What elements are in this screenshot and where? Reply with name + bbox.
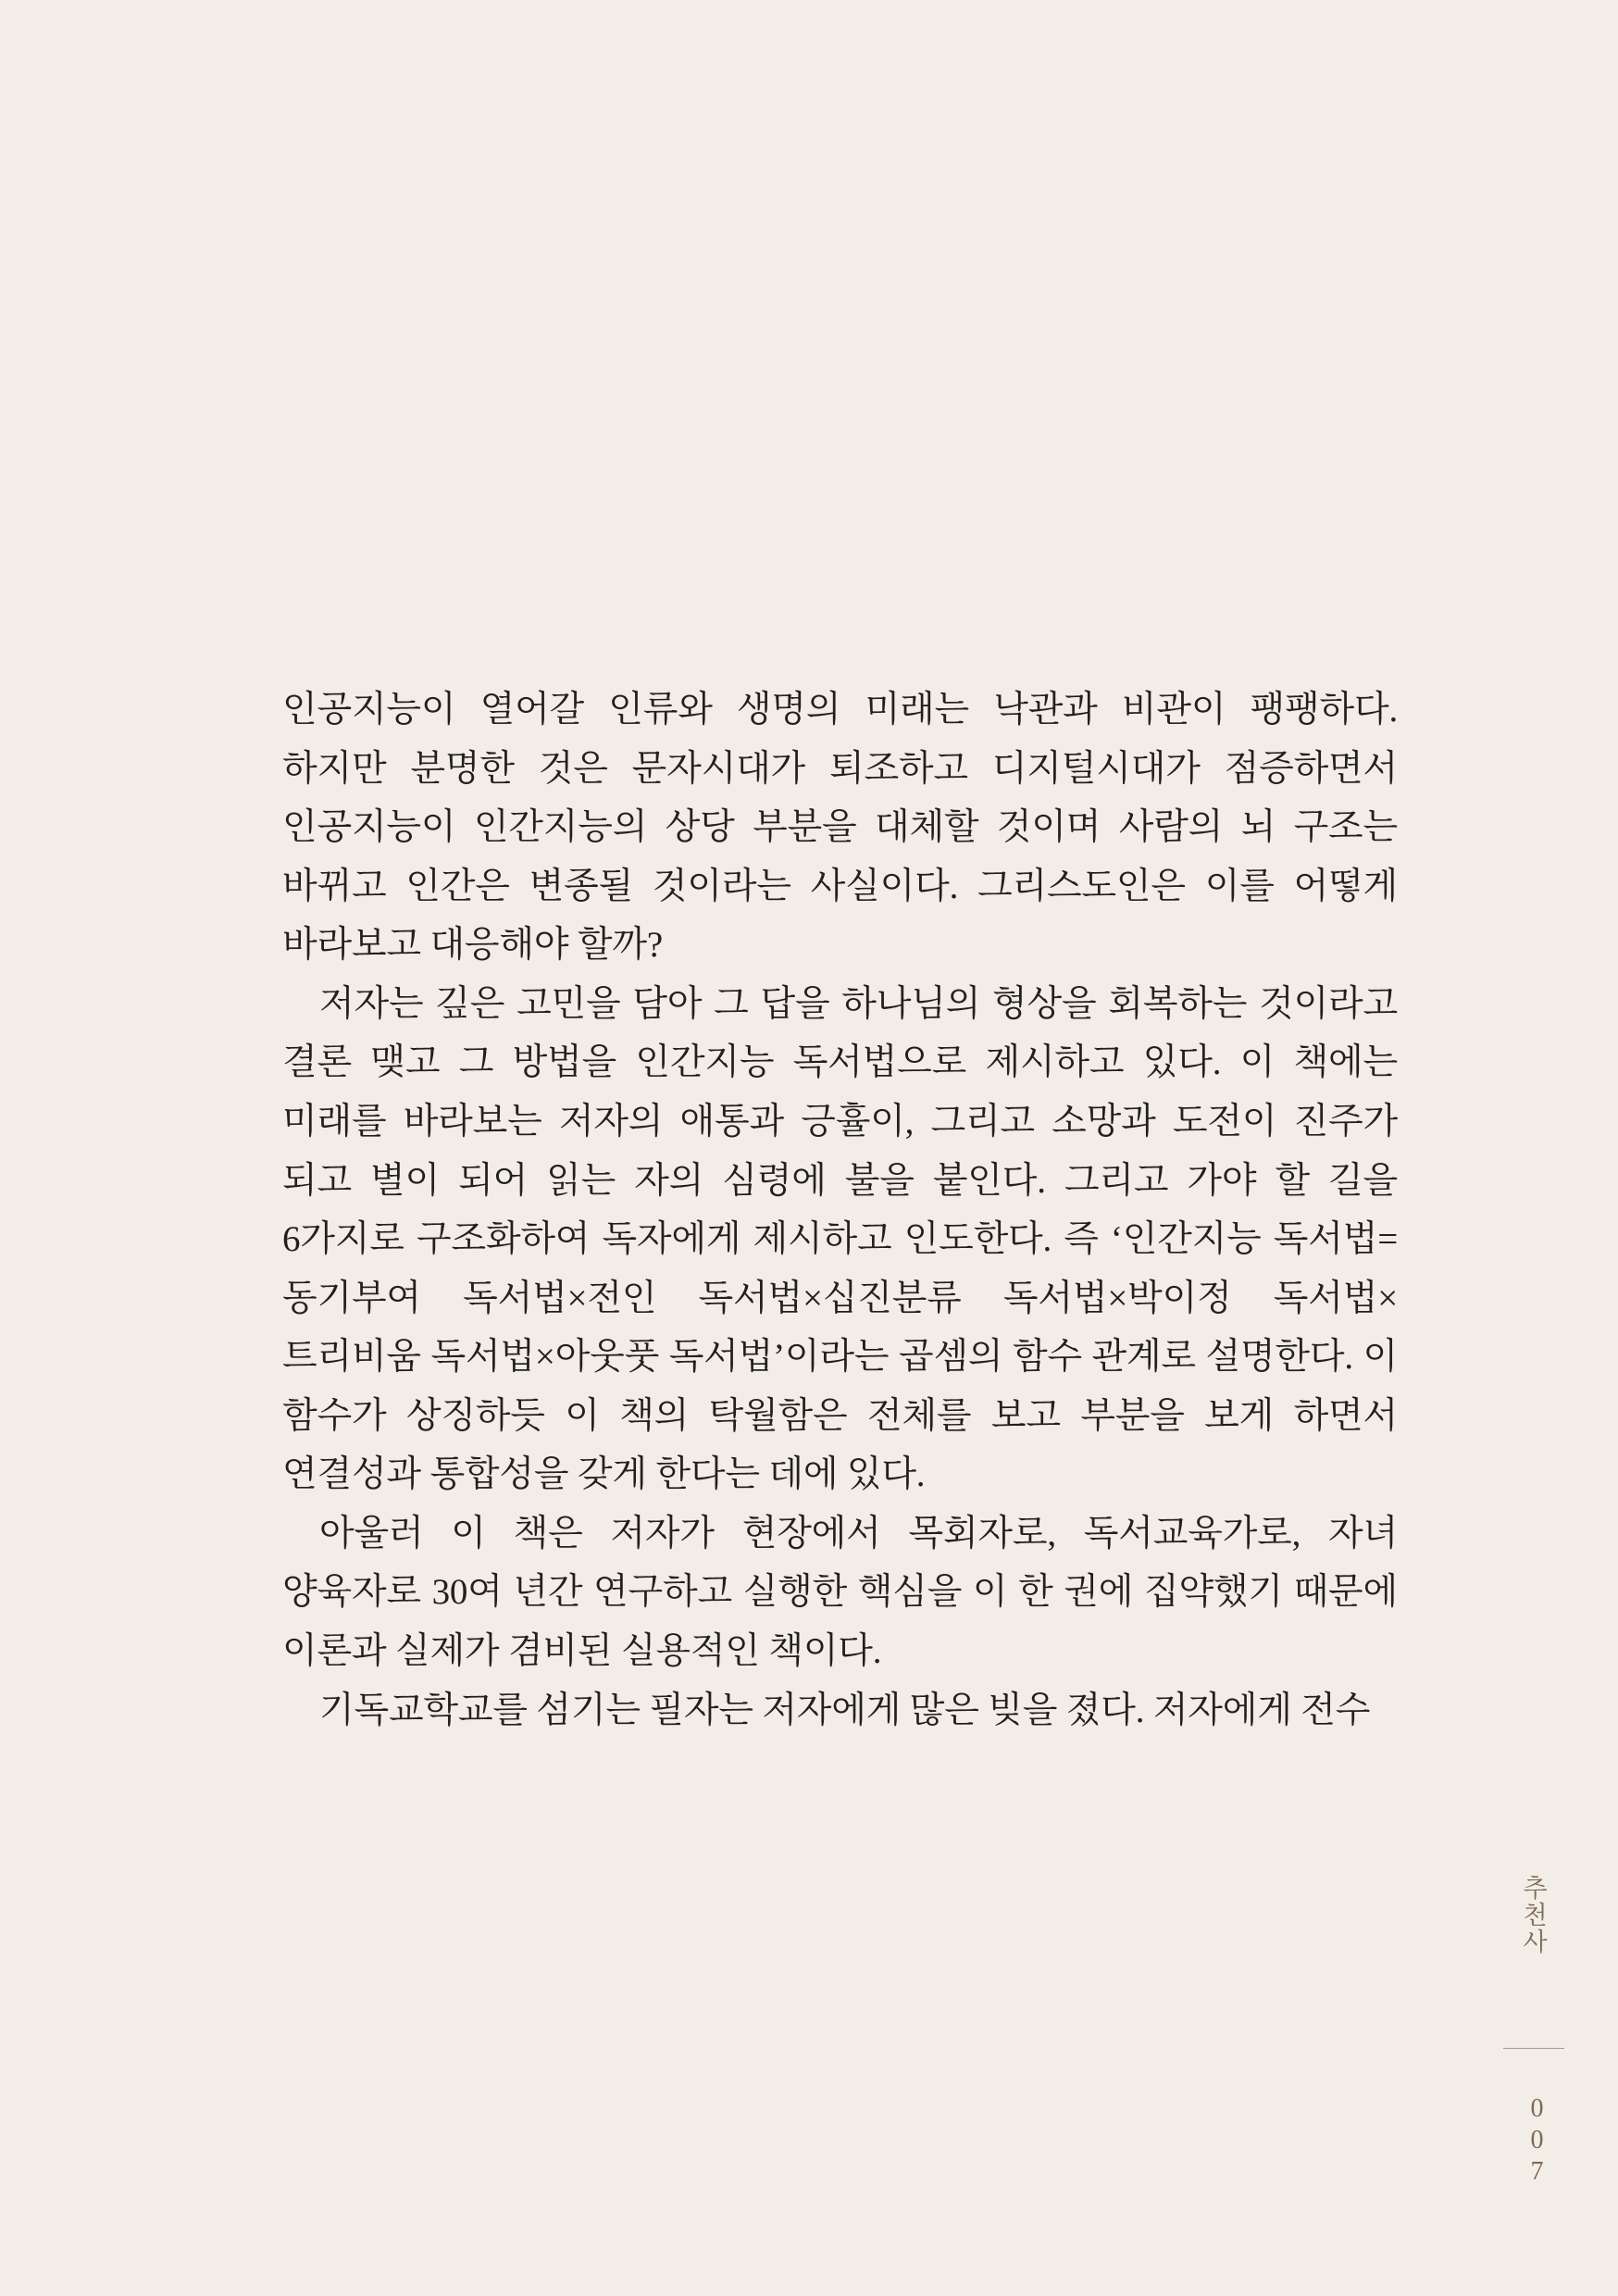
divider-rule xyxy=(1503,2048,1564,2049)
paragraph: 인공지능이 열어갈 인류와 생명의 미래는 낙관과 비관이 팽팽하다. 하지만 분명한 것은 문자시대가 퇴조하고 디지털시대가 점증하면서 인공지능이 인간지능의 상당 부분을 대체할 것이며 사람의 뇌 구조는 바뀌고 인간은 변종될 것이라는 사실이다. 그리스도인은 이를 어떻게 바라보고 대응해야 할까? xyxy=(282,690,1398,966)
page-number: 007 xyxy=(1523,2094,1551,2189)
paragraph: 아울러 이 책은 저자가 현장에서 목회자로, 독서교육가로, 자녀 양육자로 30여 년간 연구하고 실행한 핵심을 이 한 권에 집약했기 때문에 이론과 실제가 겸비된 실용적인 책이다. xyxy=(282,1513,1398,1671)
paragraph: 기독교학교를 섬기는 필자는 저자에게 많은 빚을 졌다. 저자에게 전수 xyxy=(319,1690,1371,1730)
body-text-column xyxy=(282,680,1398,1740)
paragraph: 저자는 깊은 고민을 담아 그 답을 하나님의 형상을 회복하는 것이라고 결론 맺고 그 방법을 인간지능 독서법으로 제시하고 있다. 이 책에는 미래를 바라보는 저자의 애통과 긍휼이, 그리고 소망과 도전이 진주가 되고 별이 되어 읽는 자의 심령에 불을 붙인다. 그리고 가야 할 길을 6가지로 구조화하여 독자에게 제시하고 인도한다. 즉 ‘인간지능 독서법=동기부여 독서법×전인 독서법×십진분류 독서법×박이정 독서법×트리비움 독서법×아웃풋 독서법’이라는 곱셈의 함수 관계로 설명한다. 이 함수가 상징하듯 이 책의 탁월함은 전체를 보고 부분을 보게 하면서 연결성과 통합성을 갖게 한다는 데에 있다. xyxy=(282,983,1398,1495)
section-label: 추천사 xyxy=(1519,1875,1547,1955)
